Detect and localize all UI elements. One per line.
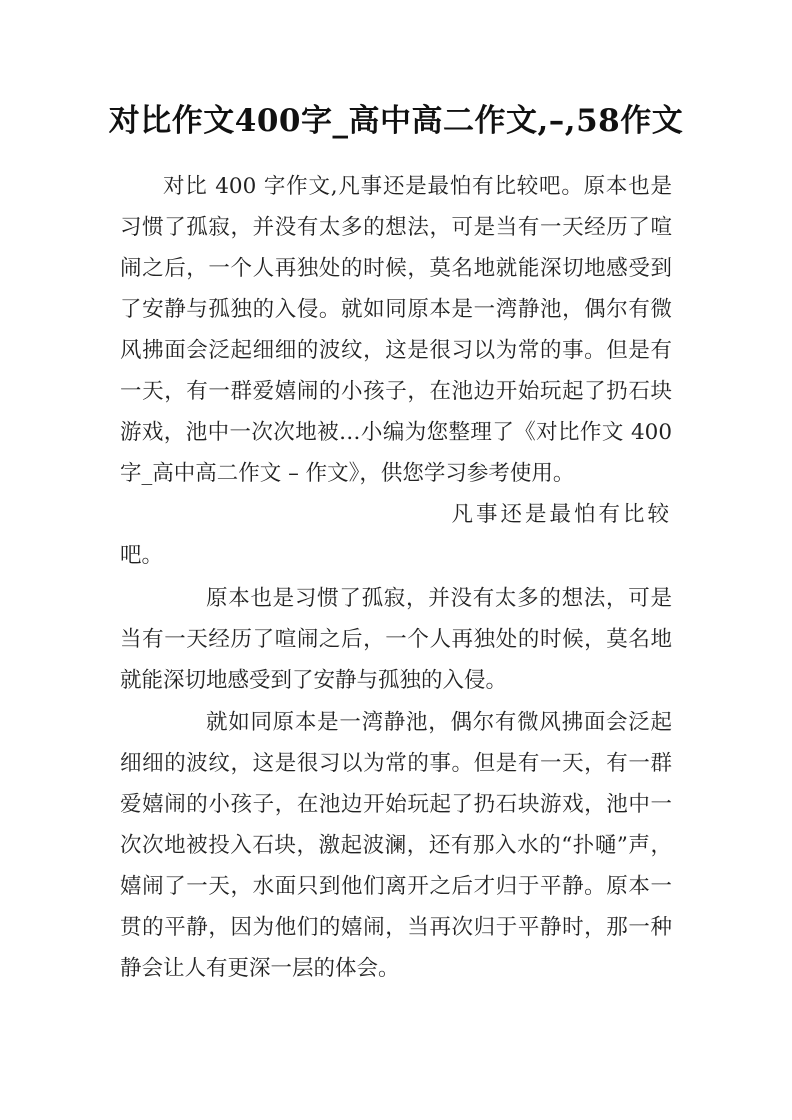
document-title: 对比作文400字_高中高二作文,–,58作文	[108, 103, 684, 139]
paragraph-2: 就如同原本是一湾静池，偶尔有微风拂面会泛起细细的波纹，这是很习以为常的事。但是有一天，有一群爱嬉闹的小孩子，在池边开始玩起了扔石块游戏，池中一次次地被投入石块，激起波澜，还有那入水的“扑嗵”声，嬉闹了一天，水面只到他们离开之后才归于平静。原本一贯的平静，因为他们的嬉闹，当再次归于平静时，那一种静会让人有更深一层的体会。	[120, 710, 672, 981]
paragraph-1: 原本也是习惯了孤寂，并没有太多的想法，可是当有一天经历了喧闹之后，一个人再独处的时候，莫名地就能深切地感受到了安静与孤独的入侵。	[120, 586, 672, 693]
heading-line: 凡事还是最怕有比较	[451, 502, 672, 527]
heading-line-tail: 吧。	[120, 543, 164, 568]
intro-paragraph: 对比 400 字作文,凡事还是最怕有比较吧。原本也是习惯了孤寂，并没有太多的想法，可是当有一天经历了喧闹之后，一个人再独处的时候，莫名地就能深切地感受到了安静与孤独的入侵。就如同原本是一湾静池，偶尔有微风拂面会泛起细细的波纹，这是很习以为常的事。但是有一天，有一群爱嬉闹的小孩子，在池边开始玩起了扔石块游戏，池中一次次地被…小编为您整理了《对比作文 400 字_高中高二作文 – 作文》，供您学习参考使用。	[120, 174, 672, 486]
